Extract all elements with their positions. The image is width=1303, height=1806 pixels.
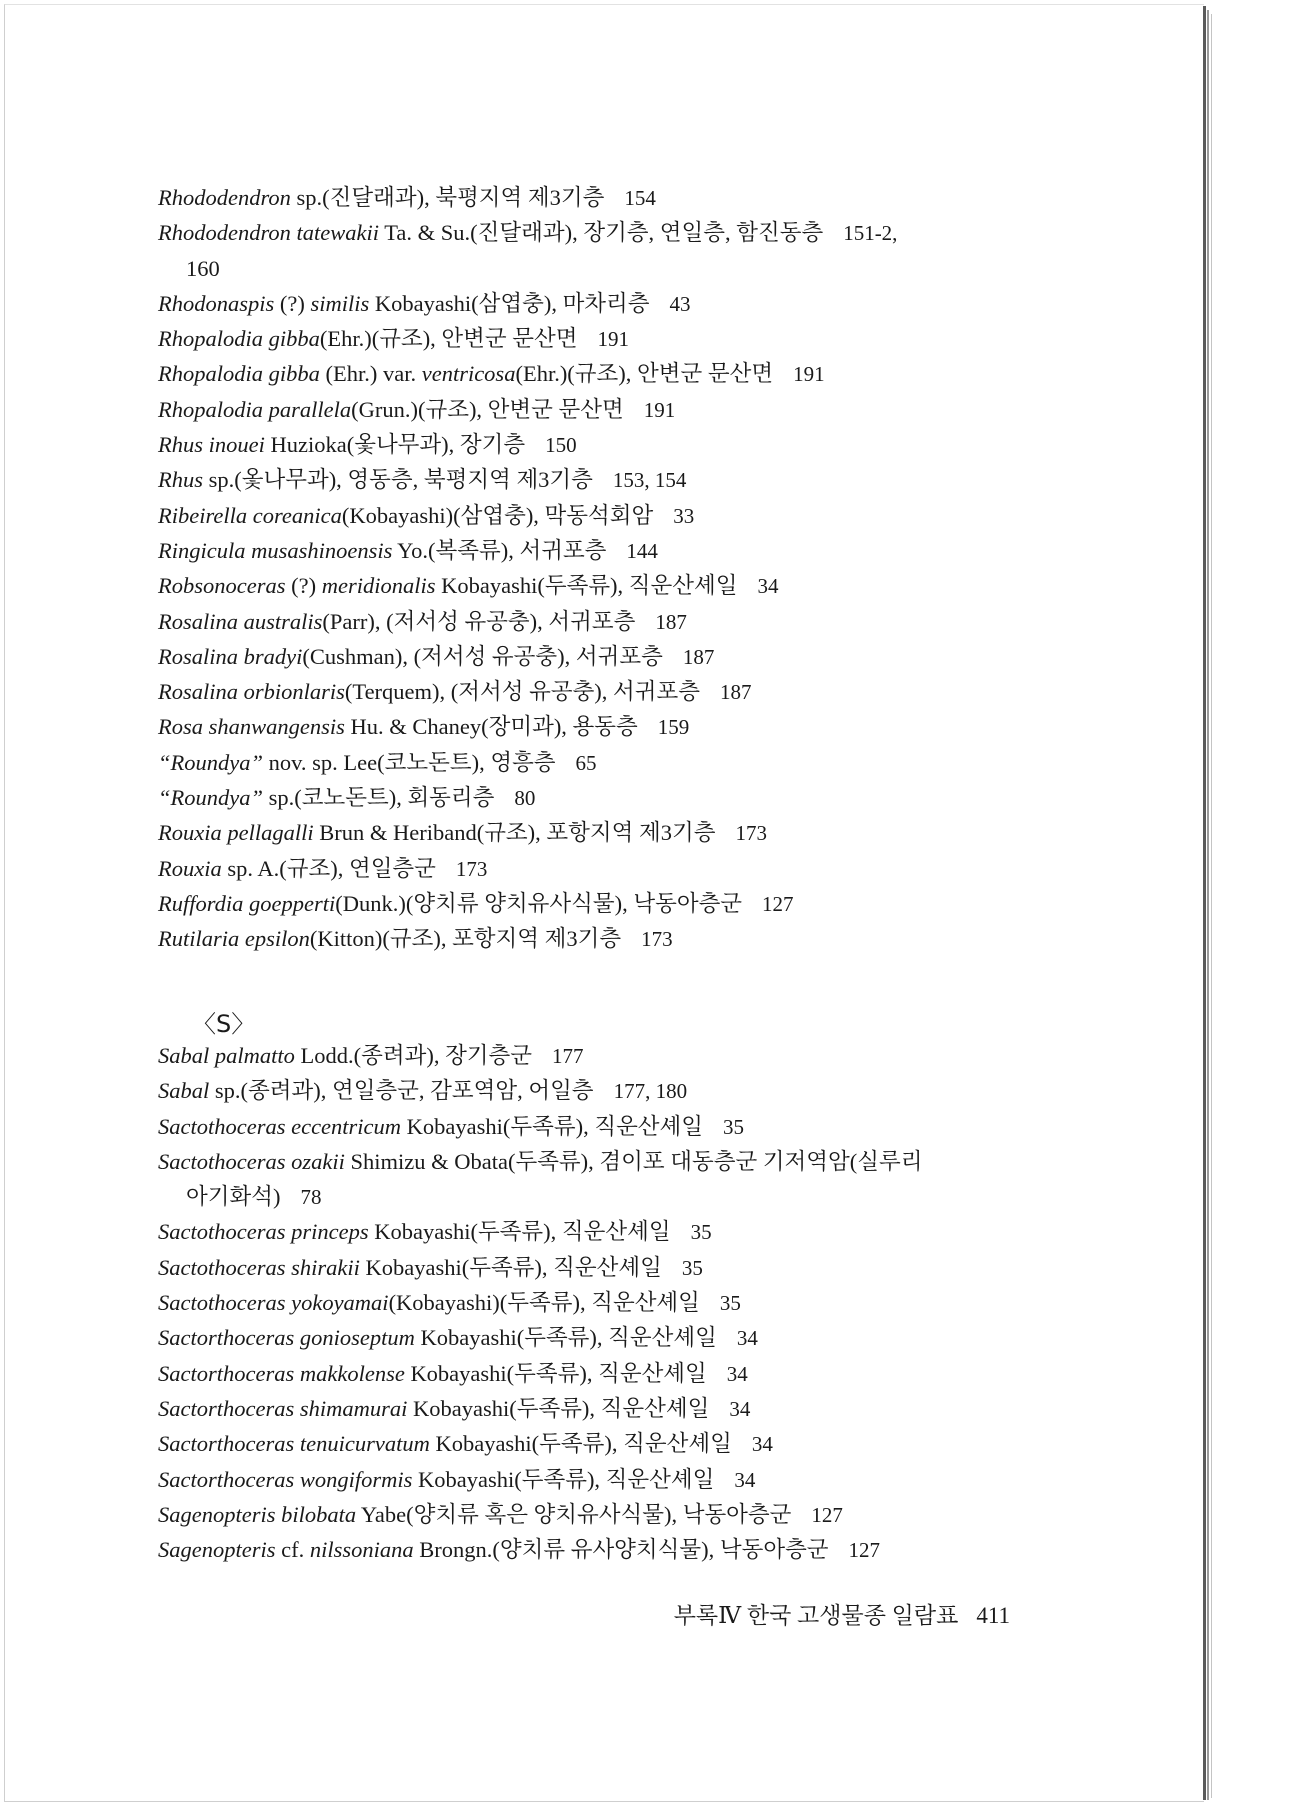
entry-species: Sactorthoceras shimamurai bbox=[158, 1395, 408, 1421]
entry-line bbox=[158, 851, 1058, 886]
entry-text: Shimizu & Obata(두족류), 겸이포 대동층군 기저역암(실루리 bbox=[344, 1148, 923, 1174]
entry-pages: 173 bbox=[455, 856, 488, 881]
entry-pages: 78 bbox=[300, 1185, 322, 1210]
entry-text: (Terquem), (저서성 유공충), 서귀포층 bbox=[344, 679, 700, 705]
entry-species: Sagenopteris bbox=[158, 1537, 276, 1563]
entry-text: Kobayashi(두족류), 직운산셰일 bbox=[404, 1360, 707, 1386]
entry-pages: 34 bbox=[751, 1432, 773, 1457]
entry-line bbox=[158, 1356, 1058, 1391]
entry-text: (?) bbox=[285, 573, 322, 599]
entry-line bbox=[158, 462, 1058, 497]
entry-species: Sabal palmatto bbox=[158, 1043, 295, 1068]
page-edge-shadow bbox=[1203, 6, 1206, 1800]
entry-species: Rhododendron bbox=[158, 185, 291, 210]
entry-text: Yo.(복족류), 서귀포층 bbox=[392, 537, 607, 563]
entry-line bbox=[158, 498, 1058, 533]
entry-species: Rosalina orbionlaris bbox=[158, 679, 345, 705]
entry-species: Ringicula musashinoensis bbox=[158, 537, 393, 563]
entry-line bbox=[158, 392, 1058, 427]
entry-line bbox=[158, 1391, 1058, 1426]
entry-text: sp.(옻나무과), 영동층, 북평지역 제3기층 bbox=[203, 467, 593, 493]
entry-line bbox=[158, 709, 1058, 744]
entry-line bbox=[158, 1038, 1058, 1073]
entry-pages: 35 bbox=[681, 1255, 703, 1280]
entry-line bbox=[158, 639, 1058, 674]
entry-species: Rhus inouei bbox=[158, 432, 265, 458]
page-edge-shadow bbox=[1211, 14, 1212, 1798]
entry-text: Kobayashi(두족류), 직운산셰일 bbox=[407, 1395, 710, 1421]
entry-text: cf. bbox=[275, 1537, 310, 1563]
entry-pages: 173 bbox=[735, 821, 767, 846]
entry-text: Brongn.(양치류 유사양치식물), 낙동아층군 bbox=[413, 1537, 829, 1563]
footer-title: 부록Ⅳ 한국 고생물종 일람표 bbox=[673, 1603, 959, 1628]
page-number: 411 bbox=[976, 1603, 1010, 1628]
entry-line bbox=[158, 568, 1058, 603]
entry-pages: 33 bbox=[673, 503, 695, 528]
entry-text: nov. sp. Lee(코노돈트), 영흥층 bbox=[263, 749, 556, 775]
entry-species: Sactothoceras eccentricum bbox=[158, 1113, 402, 1139]
entry-species: Robsonoceras bbox=[158, 573, 286, 599]
entry-text: sp.(코노돈트), 회동리층 bbox=[263, 785, 495, 811]
entry-species: Sactothoceras princeps bbox=[158, 1219, 369, 1245]
entry-pages: 154 bbox=[624, 186, 656, 210]
entry-pages: 187 bbox=[682, 644, 715, 669]
entry-pages: 127 bbox=[811, 1502, 843, 1527]
entry-pages: 34 bbox=[736, 1326, 758, 1351]
entries-s-list bbox=[158, 1038, 1058, 1567]
entry-line bbox=[158, 286, 1058, 321]
entry-pages: 35 bbox=[690, 1220, 712, 1245]
entry-line bbox=[158, 1144, 1058, 1179]
entry-line bbox=[158, 1320, 1058, 1355]
entry-text: (Cushman), (저서성 유공충), 서귀포층 bbox=[302, 643, 663, 669]
entry-pages: 80 bbox=[514, 786, 536, 811]
entry-species: Rhus bbox=[158, 467, 203, 493]
entry-species: Sactorthoceras gonioseptum bbox=[158, 1325, 415, 1351]
page-edge-shadow bbox=[1207, 10, 1209, 1800]
entry-line bbox=[158, 321, 1058, 356]
entry-text: Lodd.(종려과), 장기층군 bbox=[294, 1043, 533, 1068]
entry-species: Sactorthoceras wongiformis bbox=[158, 1466, 413, 1492]
entry-pages: 65 bbox=[575, 750, 597, 775]
entry-line bbox=[158, 921, 1058, 956]
entry-species: Rouxia bbox=[158, 855, 222, 881]
entry-text: (Kobayashi)(삼엽충), 막동석회암 bbox=[341, 502, 654, 528]
entry-pages: 191 bbox=[597, 327, 629, 352]
entry-text: (Dunk.)(양치류 양치유사식물), 낙동아층군 bbox=[335, 890, 743, 916]
entry-line bbox=[158, 815, 1058, 850]
entry-text: Yabe(양치류 혹은 양치유사식물), 낙동아층군 bbox=[356, 1501, 792, 1527]
entry-text: (Ehr.) var. bbox=[319, 361, 422, 387]
entry-text: Kobayashi(두족류), 직운산셰일 bbox=[435, 573, 738, 599]
entry-pages: 177 bbox=[552, 1044, 584, 1068]
entry-species: Sactorthoceras makkolense bbox=[158, 1360, 405, 1386]
entry-species: Rutilaria epsilon bbox=[158, 926, 310, 952]
entry-pages: 150 bbox=[545, 433, 577, 458]
entry-pages: 187 bbox=[720, 680, 752, 705]
entry-text: Kobayashi(두족류), 직운산셰일 bbox=[414, 1325, 717, 1351]
entry-text: sp.(진달래과), 북평지역 제3기층 bbox=[290, 185, 605, 210]
entry-text: (Grun.)(규조), 안변군 문산면 bbox=[351, 396, 624, 422]
entry-continuation bbox=[158, 1179, 1058, 1214]
entry-pages: 144 bbox=[626, 538, 658, 563]
entry-pages: 34 bbox=[757, 574, 779, 599]
entry-pages: 35 bbox=[723, 1114, 745, 1139]
entry-text: 160 bbox=[186, 255, 220, 281]
entry-pages: 191 bbox=[793, 362, 825, 387]
entry-line bbox=[158, 215, 1058, 250]
entry-species: Sactorthoceras tenuicurvatum bbox=[158, 1431, 430, 1457]
entry-pages: 34 bbox=[729, 1396, 751, 1421]
entry-pages: 127 bbox=[848, 1538, 881, 1563]
entry-line bbox=[158, 356, 1058, 391]
entry-line bbox=[158, 1214, 1058, 1249]
entry-text: (Kitton)(규조), 포항지역 제3기층 bbox=[309, 926, 622, 952]
entry-species: Ruffordia goepperti bbox=[158, 890, 336, 916]
entry-pages: 34 bbox=[726, 1361, 748, 1386]
entry-pages: 35 bbox=[719, 1291, 741, 1316]
entry-line bbox=[158, 427, 1058, 462]
entry-species: nilssoniana bbox=[309, 1537, 414, 1563]
entry-line bbox=[158, 533, 1058, 568]
entry-species: Rouxia pellagalli bbox=[158, 820, 314, 846]
entry-text: (?) bbox=[274, 290, 311, 316]
entry-line bbox=[158, 1532, 1058, 1567]
entry-text: sp. A.(규조), 연일층군 bbox=[221, 855, 436, 881]
entry-line bbox=[158, 886, 1058, 921]
entry-pages: 191 bbox=[643, 397, 676, 422]
entry-line bbox=[158, 1497, 1058, 1532]
entry-text: Kobayashi(두족류), 직운산셰일 bbox=[359, 1254, 662, 1280]
entry-species: Sactothoceras yokoyamai bbox=[158, 1290, 389, 1316]
entry-text: Kobayashi(두족류), 직운산셰일 bbox=[401, 1113, 704, 1139]
entry-text: Ta. & Su.(진달래과), 장기층, 연일층, 함진동층 bbox=[379, 220, 824, 246]
entry-species: ventricosa bbox=[421, 361, 516, 387]
entry-text: Huzioka(옻나무과), 장기층 bbox=[264, 432, 526, 458]
entry-pages: 173 bbox=[641, 927, 673, 952]
entry-species: Rhopalodia gibba bbox=[158, 326, 320, 352]
entry-species: Rosalina australis bbox=[158, 608, 323, 634]
entry-line bbox=[158, 745, 1058, 780]
entry-species: Rhopalodia parallela bbox=[158, 396, 352, 422]
entry-text: (Kobayashi)(두족류), 직운산셰일 bbox=[388, 1290, 700, 1316]
entry-species: “Roundya” bbox=[158, 785, 264, 811]
entry-line bbox=[158, 1462, 1058, 1497]
entry-species: meridionalis bbox=[321, 573, 436, 599]
entry-line bbox=[158, 1426, 1058, 1461]
entry-species: Rosalina bradyi bbox=[158, 643, 303, 669]
entry-species: Rhopalodia gibba bbox=[158, 361, 320, 387]
entry-species: Sabal bbox=[158, 1078, 210, 1104]
page-footer bbox=[0, 1597, 1010, 1630]
entry-species: Ribeirella coreanica bbox=[158, 502, 342, 528]
entry-species: “Roundya” bbox=[158, 749, 264, 775]
entries-r-list bbox=[158, 180, 1058, 957]
entry-continuation bbox=[158, 251, 1058, 286]
entry-pages: 34 bbox=[734, 1467, 756, 1492]
entry-species: Sagenopteris bilobata bbox=[158, 1501, 357, 1527]
entry-species: similis bbox=[310, 290, 370, 316]
entry-line bbox=[158, 1285, 1058, 1320]
entry-text: sp.(종려과), 연일층군, 감포역암, 어일층 bbox=[209, 1078, 594, 1104]
entry-species: Sactothoceras ozakii bbox=[158, 1148, 345, 1174]
entry-pages: 43 bbox=[669, 291, 691, 316]
entry-text: Kobayashi(두족류), 직운산셰일 bbox=[412, 1466, 715, 1492]
section-heading-s: 〈S〉 bbox=[192, 1010, 256, 1038]
entry-line bbox=[158, 674, 1058, 709]
entry-text: Brun & Heriband(규조), 포항지역 제3기층 bbox=[313, 820, 716, 846]
entry-line bbox=[158, 1073, 1058, 1108]
entry-pages: 151-2, bbox=[843, 221, 898, 246]
entry-species: Rhododendron tatewakii bbox=[158, 220, 380, 246]
entry-pages: 153, 154 bbox=[612, 468, 687, 493]
entry-line bbox=[158, 1109, 1058, 1144]
entry-text: (Ehr.)(규조), 안변군 문산면 bbox=[319, 326, 578, 352]
entry-species: Rosa shanwangensis bbox=[158, 714, 345, 740]
entry-line bbox=[158, 1250, 1058, 1285]
entry-species: Rhodonaspis bbox=[158, 290, 275, 316]
entry-text: (Parr), (저서성 유공충), 서귀포층 bbox=[322, 608, 636, 634]
entry-text: Kobayashi(두족류), 직운산셰일 bbox=[429, 1431, 732, 1457]
entry-text: Kobayashi(두족류), 직운산셰일 bbox=[368, 1219, 671, 1245]
entry-text: (Ehr.)(규조), 안변군 문산면 bbox=[515, 361, 774, 387]
entry-text: 아기화석) bbox=[186, 1184, 281, 1210]
entry-pages: 187 bbox=[655, 609, 687, 634]
entry-text: Kobayashi(삼엽충), 마차리층 bbox=[369, 290, 650, 316]
entry-line bbox=[158, 180, 1058, 215]
entry-pages: 159 bbox=[657, 715, 690, 740]
entry-text: Hu. & Chaney(장미과), 용동층 bbox=[344, 714, 638, 740]
entry-pages: 127 bbox=[762, 891, 794, 916]
entry-species: Sactothoceras shirakii bbox=[158, 1254, 360, 1280]
entry-pages: 177, 180 bbox=[613, 1079, 688, 1104]
entry-line bbox=[158, 780, 1058, 815]
entry-line bbox=[158, 604, 1058, 639]
